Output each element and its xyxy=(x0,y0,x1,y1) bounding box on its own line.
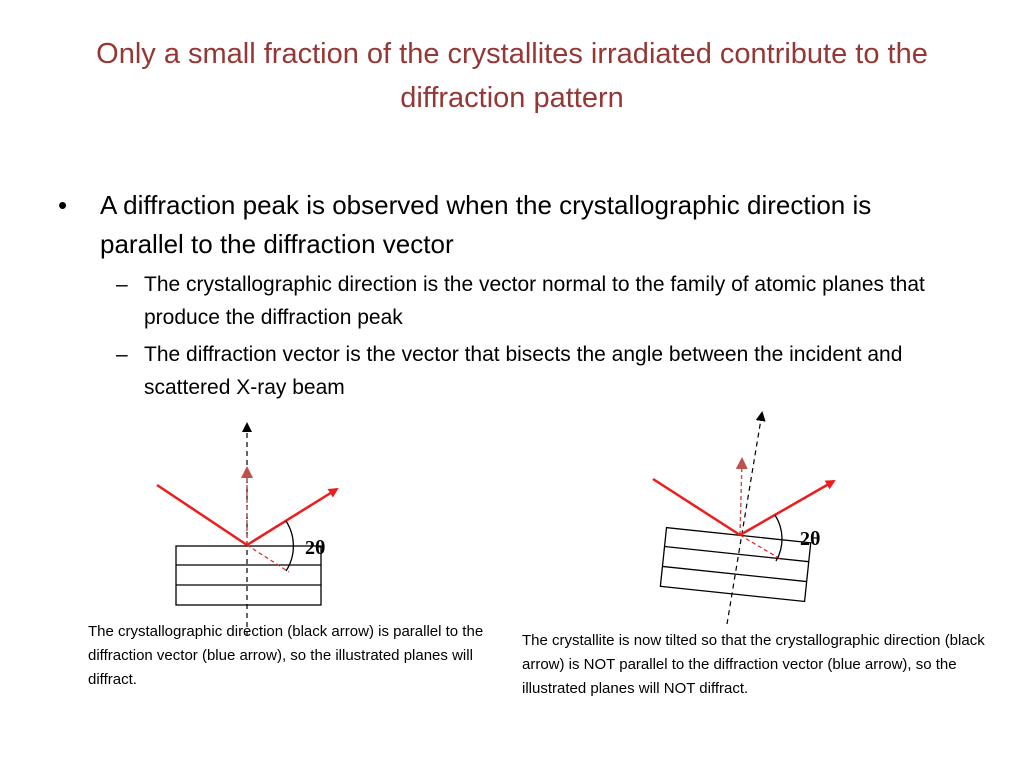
scattered-beam xyxy=(740,481,834,535)
incident-beam xyxy=(653,479,740,535)
right-caption: The crystallite is now tilted so that the crystallographic direction (black arrow) is NOT parallel to the diffraction vector (blue arrow), so the illustrated planes will NOT diffract. xyxy=(522,632,985,697)
angle-label: 2θ xyxy=(800,528,821,550)
crystal-planes-tilted xyxy=(660,528,810,602)
incident-beam xyxy=(157,485,247,545)
angle-arc xyxy=(775,515,782,561)
left-caption: The crystallographic direction (black arrow) is parallel to the diffraction vector (blue arrow), so the illustrated planes will diffract. xyxy=(88,623,484,688)
sub-bullet-marker: – xyxy=(116,343,128,366)
sub-bullet-text: The diffraction vector is the vector that bisects the angle between the incident and scattered X-ray beam xyxy=(144,343,903,399)
diffraction-vector-arrow xyxy=(740,460,742,535)
crystal-planes xyxy=(176,546,321,605)
bullet-marker: • xyxy=(58,190,68,220)
crystallographic-direction-arrow-tilted xyxy=(727,413,762,624)
sub-bullet-text: The crystallographic direction is the vector normal to the family of atomic planes that produce the diffraction peak xyxy=(144,273,925,329)
bullet-main-text: A diffraction peak is observed when the crystallographic direction is parallel to the diffraction vector xyxy=(100,190,872,259)
angle-label: 2θ xyxy=(305,537,326,559)
incident-extension xyxy=(247,545,289,572)
sub-bullet-marker: – xyxy=(116,273,128,296)
right-diagram xyxy=(653,413,834,624)
left-diagram xyxy=(157,424,337,636)
slide-title: Only a small fraction of the crystallites irradiated contribute to the diffraction pattern xyxy=(96,38,928,114)
